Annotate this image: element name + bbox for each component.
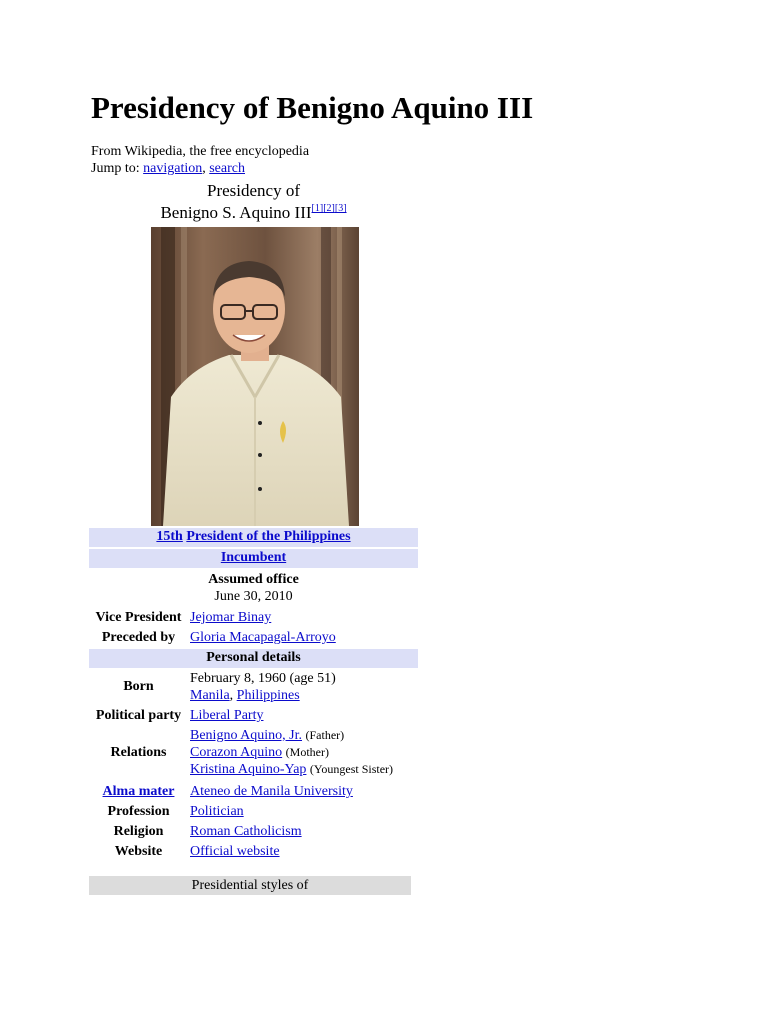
relation-sister-link[interactable]: Kristina Aquino-Yap xyxy=(190,762,307,777)
relation-mother-note: (Mother) xyxy=(285,745,329,759)
presidential-styles-header: Presidential styles of xyxy=(89,876,411,895)
tagline: From Wikipedia, the free encyclopedia xyxy=(91,144,310,159)
jump-to-label: Jump to: xyxy=(91,161,140,176)
religion-link[interactable]: Roman Catholicism xyxy=(190,824,302,839)
infobox xyxy=(89,180,418,860)
search-link[interactable]: search xyxy=(209,161,245,176)
religion-row xyxy=(89,823,418,840)
navigation-link[interactable]: navigation xyxy=(143,161,203,176)
born-row: Born February 8, 1960 (age 51) Manila, Philippines xyxy=(89,670,418,704)
ref-1-link[interactable]: [1] xyxy=(311,203,324,214)
profession-row xyxy=(89,803,418,820)
ref-3-link[interactable]: [3] xyxy=(334,203,347,214)
infobox-title-line1: Presidency of xyxy=(206,181,300,200)
relation-mother-link[interactable]: Corazon Aquino xyxy=(190,745,283,760)
relation-father-link[interactable]: Benigno Aquino, Jr. xyxy=(190,728,303,743)
profession-label: Profession xyxy=(107,803,170,819)
profession-link[interactable]: Politician xyxy=(190,804,244,819)
status-band xyxy=(89,549,418,568)
website-label: Website xyxy=(114,843,163,859)
infobox-title xyxy=(89,180,418,224)
born-country-link[interactable]: Philippines xyxy=(236,688,300,703)
website-row xyxy=(89,843,418,860)
office-band xyxy=(89,528,418,547)
personal-details-band: Personal details xyxy=(89,649,418,668)
portrait-photo[interactable] xyxy=(151,227,359,526)
assumed-office-label: Assumed office xyxy=(208,572,299,587)
vice-president-label: Vice President xyxy=(95,609,182,625)
relation-sister-note: (Youngest Sister) xyxy=(309,762,394,776)
preceded-by-row xyxy=(89,629,418,646)
alma-mater-label-link[interactable]: Alma mater xyxy=(102,783,175,799)
party-row xyxy=(89,707,418,724)
ref-2-link[interactable]: [2] xyxy=(323,203,335,214)
party-link[interactable]: Liberal Party xyxy=(190,708,264,723)
incumbent-link[interactable]: Incumbent xyxy=(220,550,287,565)
office-name-link[interactable]: President of the Philippines xyxy=(186,529,351,544)
alma-mater-row xyxy=(89,783,418,800)
relation-father-note: (Father) xyxy=(305,728,345,742)
infobox-title-line2: Benigno S. Aquino III xyxy=(160,203,312,222)
born-date: February 8, 1960 (age 51) xyxy=(190,671,336,686)
preceded-by-label: Preceded by xyxy=(101,629,176,645)
alma-mater-link[interactable]: Ateneo de Manila University xyxy=(190,784,353,799)
jump-to: Jump to: navigation, search xyxy=(91,161,245,176)
vice-president-row xyxy=(89,609,418,626)
website-link[interactable]: Official website xyxy=(190,844,280,859)
page-title: Presidency of Benigno Aquino III xyxy=(91,90,534,125)
born-city-link[interactable]: Manila xyxy=(190,688,230,703)
born-label: Born xyxy=(123,679,154,694)
assumed-office-date: June 30, 2010 xyxy=(214,589,293,604)
relations-row xyxy=(89,727,418,778)
office-ordinal-link[interactable]: 15th xyxy=(156,529,183,544)
preceded-by-link[interactable]: Gloria Macapagal-Arroyo xyxy=(190,630,336,645)
relations-label: Relations xyxy=(110,744,167,760)
party-label: Political party xyxy=(95,707,182,723)
vice-president-link[interactable]: Jejomar Binay xyxy=(190,610,272,625)
religion-label: Religion xyxy=(113,823,164,839)
